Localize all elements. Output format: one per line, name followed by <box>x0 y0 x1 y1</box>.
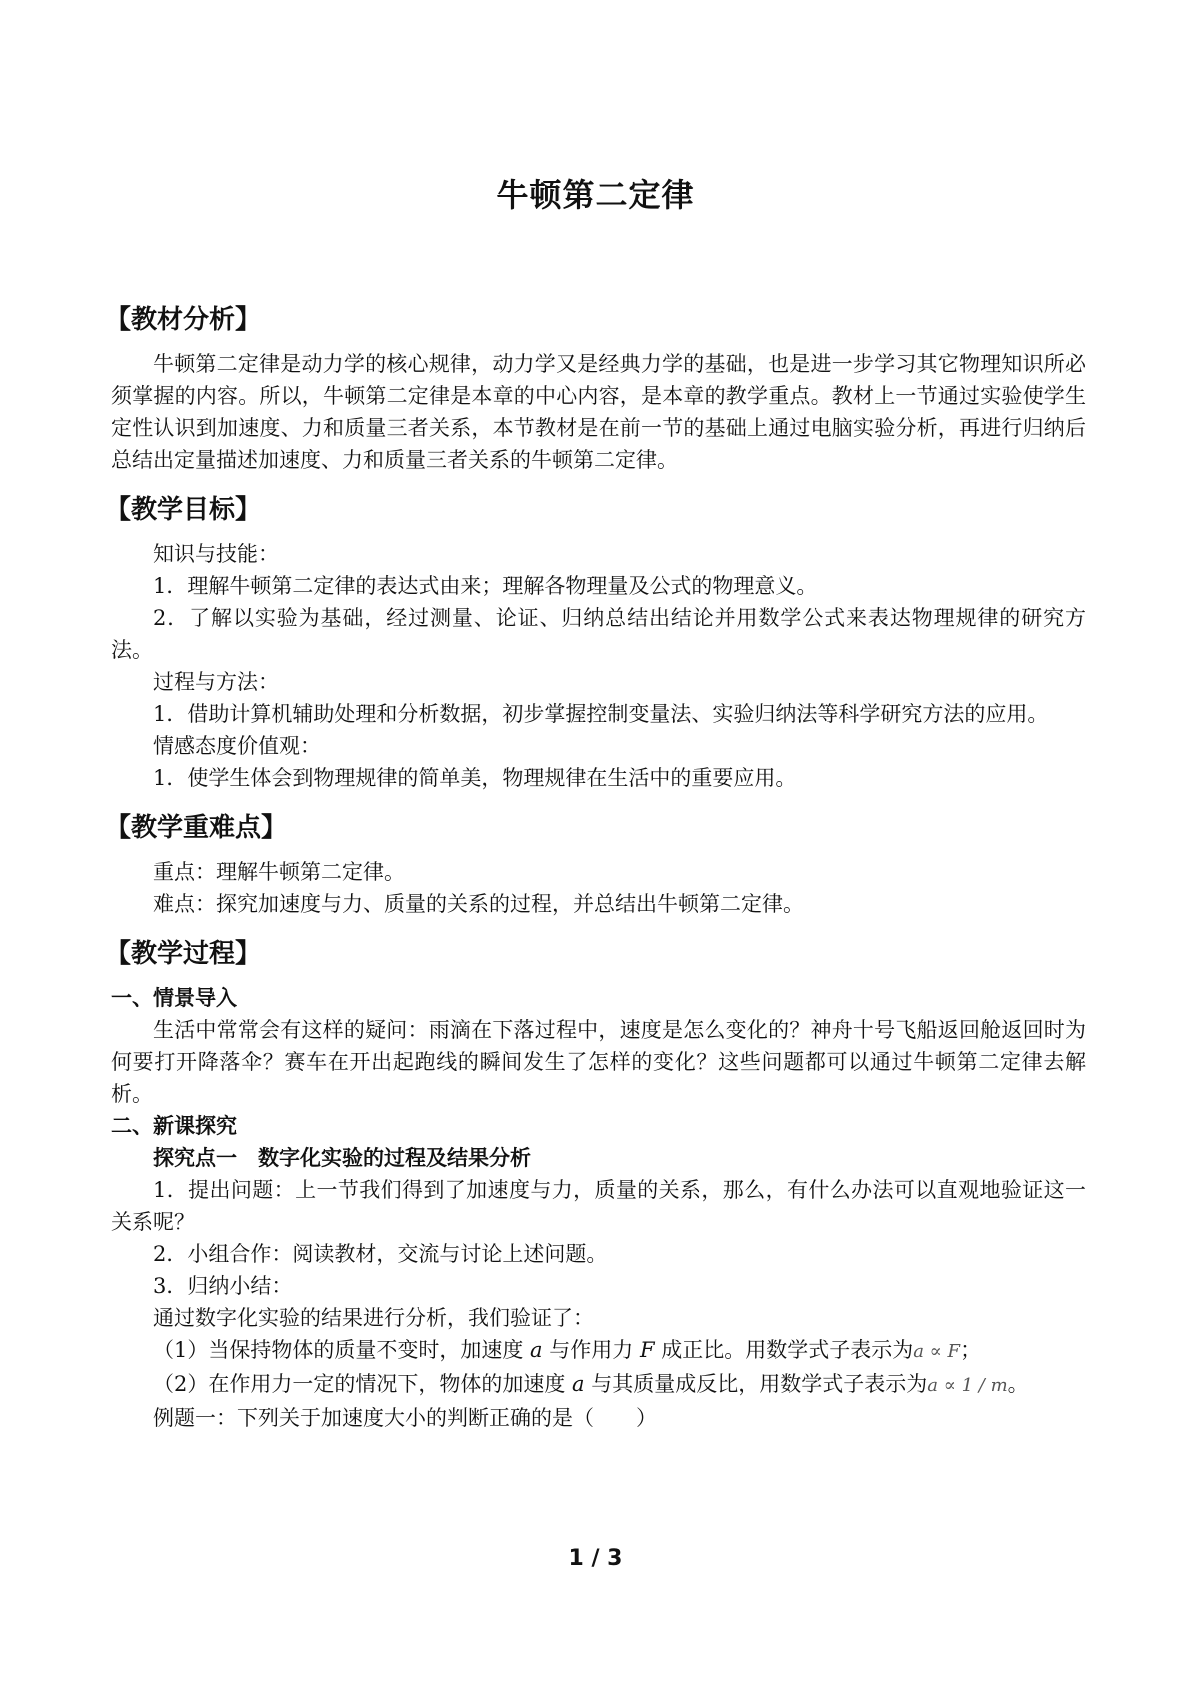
section-heading-goals: 【教学目标】 <box>105 495 262 525</box>
explore-heading: 探究点一 数字化实验的过程及结果分析 <box>153 1146 531 1170</box>
emotion-item-1: 1．使学生体会到物理规律的简单美，物理规律在生活中的重要应用。 <box>153 766 797 790</box>
step-3: 3．归纳小结： <box>153 1274 293 1298</box>
key-point: 重点：理解牛顿第二定律。 <box>153 860 405 884</box>
page-number: 1 / 3 <box>568 1546 623 1571</box>
result-1-formula: a ∝ F <box>913 1341 961 1362</box>
result-2-end: 。 <box>1007 1372 1029 1396</box>
result-2-var-a: a <box>572 1372 585 1396</box>
part2-heading: 二、新课探究 <box>111 1114 237 1138</box>
result-2-text-b: 与其质量成反比，用数学式子表示为 <box>584 1372 928 1396</box>
emotion-label: 情感态度价值观： <box>153 734 321 758</box>
result-1-text-c: 成正比。用数学式子表示为 <box>654 1338 914 1362</box>
process-item-1: 1．借助计算机辅助处理和分析数据，初步掌握控制变量法、实验归纳法等科学研究方法的应用。 <box>153 702 1049 726</box>
section-heading-key-points: 【教学重难点】 <box>105 813 288 843</box>
result-1-text-b: 与作用力 <box>542 1338 640 1362</box>
result-2-text-a: （2）在作用力一定的情况下，物体的加速度 <box>153 1372 573 1396</box>
analysis-paragraph: 牛顿第二定律是动力学的核心规律，动力学又是经典力学的基础，也是进一步学习其它物理知识所必须掌握的内容。所以，牛顿第二定律是本章的中心内容，是本章的教学重点。教材上一节通过实验使学生定性认识到加速度、力和质量三者关系，本节教材是在前一节的基础上通过电脑实验分析，再进行归纳后总结出定量描述加速度、力和质量三者关系的牛顿第二定律。 <box>111 352 1086 472</box>
result-1-var-f: F <box>639 1338 655 1362</box>
section-heading-analysis: 【教材分析】 <box>105 305 262 335</box>
result-1 <box>111 1334 1086 1368</box>
example-1: 例题一：下列关于加速度大小的判断正确的是（ ） <box>153 1406 657 1430</box>
result-1-text-a: （1）当保持物体的质量不变时，加速度 <box>153 1338 531 1362</box>
difficult-point: 难点：探究加速度与力、质量的关系的过程，并总结出牛顿第二定律。 <box>153 892 804 916</box>
page-title: 牛顿第二定律 <box>496 176 695 214</box>
process-label: 过程与方法： <box>153 670 279 694</box>
result-1-end: ； <box>960 1338 982 1362</box>
step-1: 1．提出问题：上一节我们得到了加速度与力，质量的关系，那么，有什么办法可以直观地验证这一关系呢？ <box>111 1178 1086 1234</box>
result-2-formula: a ∝ 1 / m <box>927 1375 1008 1396</box>
step-2: 2．小组合作：阅读教材，交流与讨论上述问题。 <box>153 1242 608 1266</box>
document-body <box>105 300 1086 1434</box>
summary-intro: 通过数字化实验的结果进行分析，我们验证了： <box>153 1306 594 1330</box>
part1-text: 生活中常常会有这样的疑问：雨滴在下落过程中，速度是怎么变化的？神舟十号飞船返回舱返回时为何要打开降落伞？赛车在开出起跑线的瞬间发生了怎样的变化？这些问题都可以通过牛顿第二定律去解析。 <box>111 1018 1086 1106</box>
result-1-var-a: a <box>530 1338 543 1362</box>
knowledge-item-2: 2．了解以实验为基础，经过测量、论证、归纳总结出结论并用数学公式来表达物理规律的研究方法。 <box>111 606 1086 662</box>
section-heading-process: 【教学过程】 <box>105 939 262 969</box>
knowledge-label: 知识与技能： <box>153 542 279 566</box>
knowledge-item-1: 1．理解牛顿第二定律的表达式由来；理解各物理量及公式的物理意义。 <box>153 574 818 598</box>
result-2 <box>111 1368 1086 1402</box>
part1-heading: 一、情景导入 <box>111 986 237 1010</box>
